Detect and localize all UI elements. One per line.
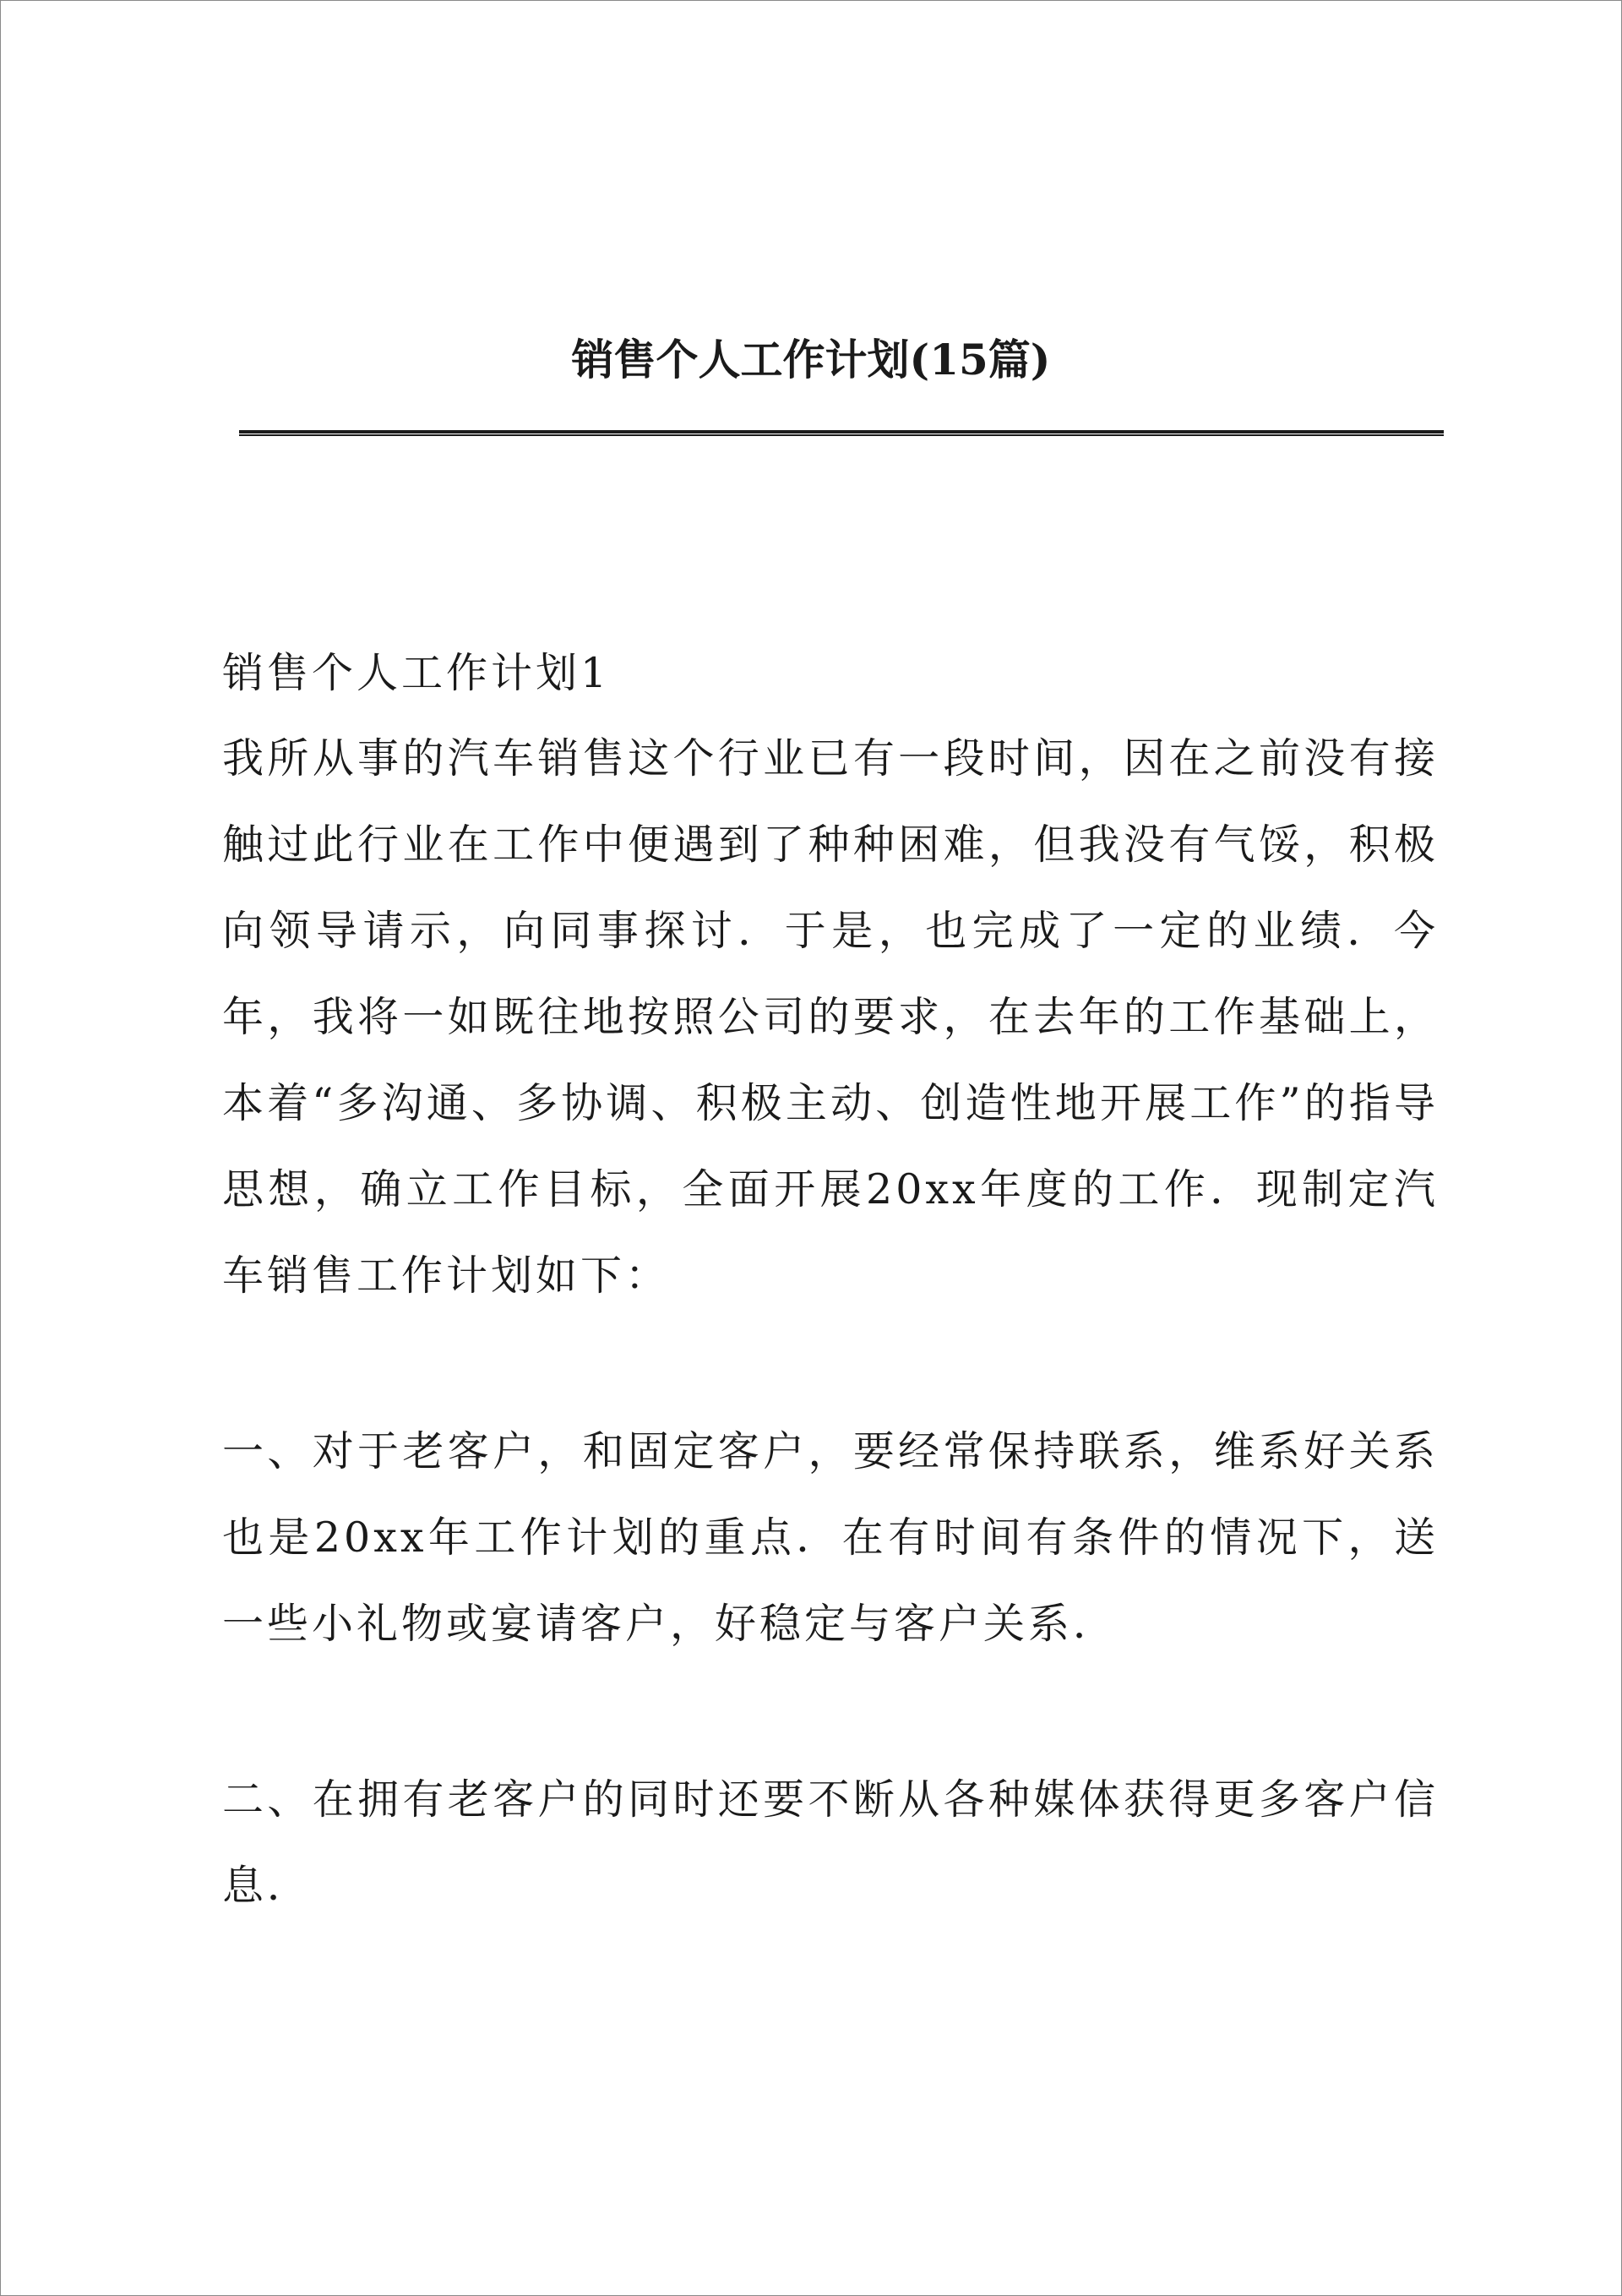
page-title: 销售个人工作计划(15篇) bbox=[571, 335, 1051, 384]
document-body bbox=[222, 640, 1439, 1929]
title-divider bbox=[239, 430, 1444, 436]
paragraph-item-1: 一、对于老客户，和固定客户，要经常保持联系，维系好关系也是20xx年工作计划的重点．在有时间有条件的情况下，送一些小礼物或宴请客户，好稳定与客户关系． bbox=[222, 1427, 1439, 1648]
paragraph-intro: 我所从事的汽车销售这个行业已有一段时间，因在之前没有接触过此行业在工作中便遇到了种种困难，但我没有气馁，积极向领导请示，向同事探讨．于是，也完成了一定的业绩．今年，我将一如既往地按照公司的要求，在去年的工作基础上，本着“多沟通、多协调、积极主动、创造性地开展工作”的指导思想，确立工作目标，全面开展20xx年度的工作．现制定汽车销售工作计划如下： bbox=[222, 734, 1439, 1300]
section-heading: 销售个人工作计划1 bbox=[222, 649, 611, 697]
paragraph-item-2: 二、在拥有老客户的同时还要不断从各种媒体获得更多客户信息． bbox=[222, 1775, 1439, 1910]
